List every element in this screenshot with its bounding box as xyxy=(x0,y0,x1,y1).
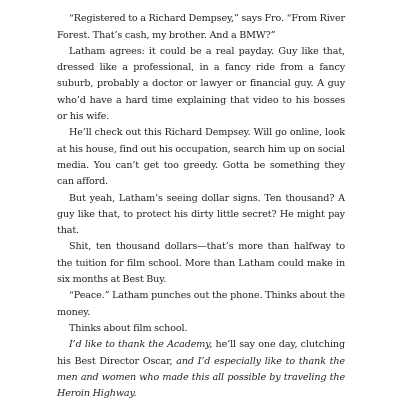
paragraph-2: Latham agrees: it could be a real payday. Guy like that, dressed like a professional, in a fancy ride from a fancy suburb, probably a doctor or lawyer or financial guy. A guy who’d have a hard time explaining that video to his bosses or his wife. xyxy=(57,45,345,123)
paragraph-4: But yeah, Latham’s seeing dollar signs. Ten thousand? A guy like that, to protect his dirty little secret? He might pay that. xyxy=(57,192,345,237)
paragraph-8 xyxy=(57,337,345,400)
narration: he’ll say one day, clutching his Best Director Oscar, xyxy=(57,339,345,367)
italic-speech-2: and I’d especially like to thank the men and women who made this all possible by traveling the Heroin Highway. xyxy=(57,355,345,400)
italic-speech-1: I’d like to thank the Academy, xyxy=(69,339,213,351)
paragraph-6: “Peace.” Latham punches out the phone. Thinks about the money. xyxy=(57,290,345,318)
paragraph-7: Thinks about film school. xyxy=(69,322,188,334)
paragraph-3: He’ll check out this Richard Dempsey. Will go online, look at his house, find out his occupation, search him up on social media. You can’t get too greedy. Gotta be something they can afford. xyxy=(57,127,345,188)
body-text xyxy=(57,0,345,400)
paragraph-5: Shit, ten thousand dollars—that’s more than halfway to the tuition for film school. More than Latham could make in six months at Best Buy. xyxy=(57,241,345,286)
cut-off-line xyxy=(57,0,345,11)
paragraph-1: “Registered to a Richard Dempsey,” says Fro. “From River Forest. That’s cash, my brother. And a BMW?” xyxy=(57,13,345,41)
